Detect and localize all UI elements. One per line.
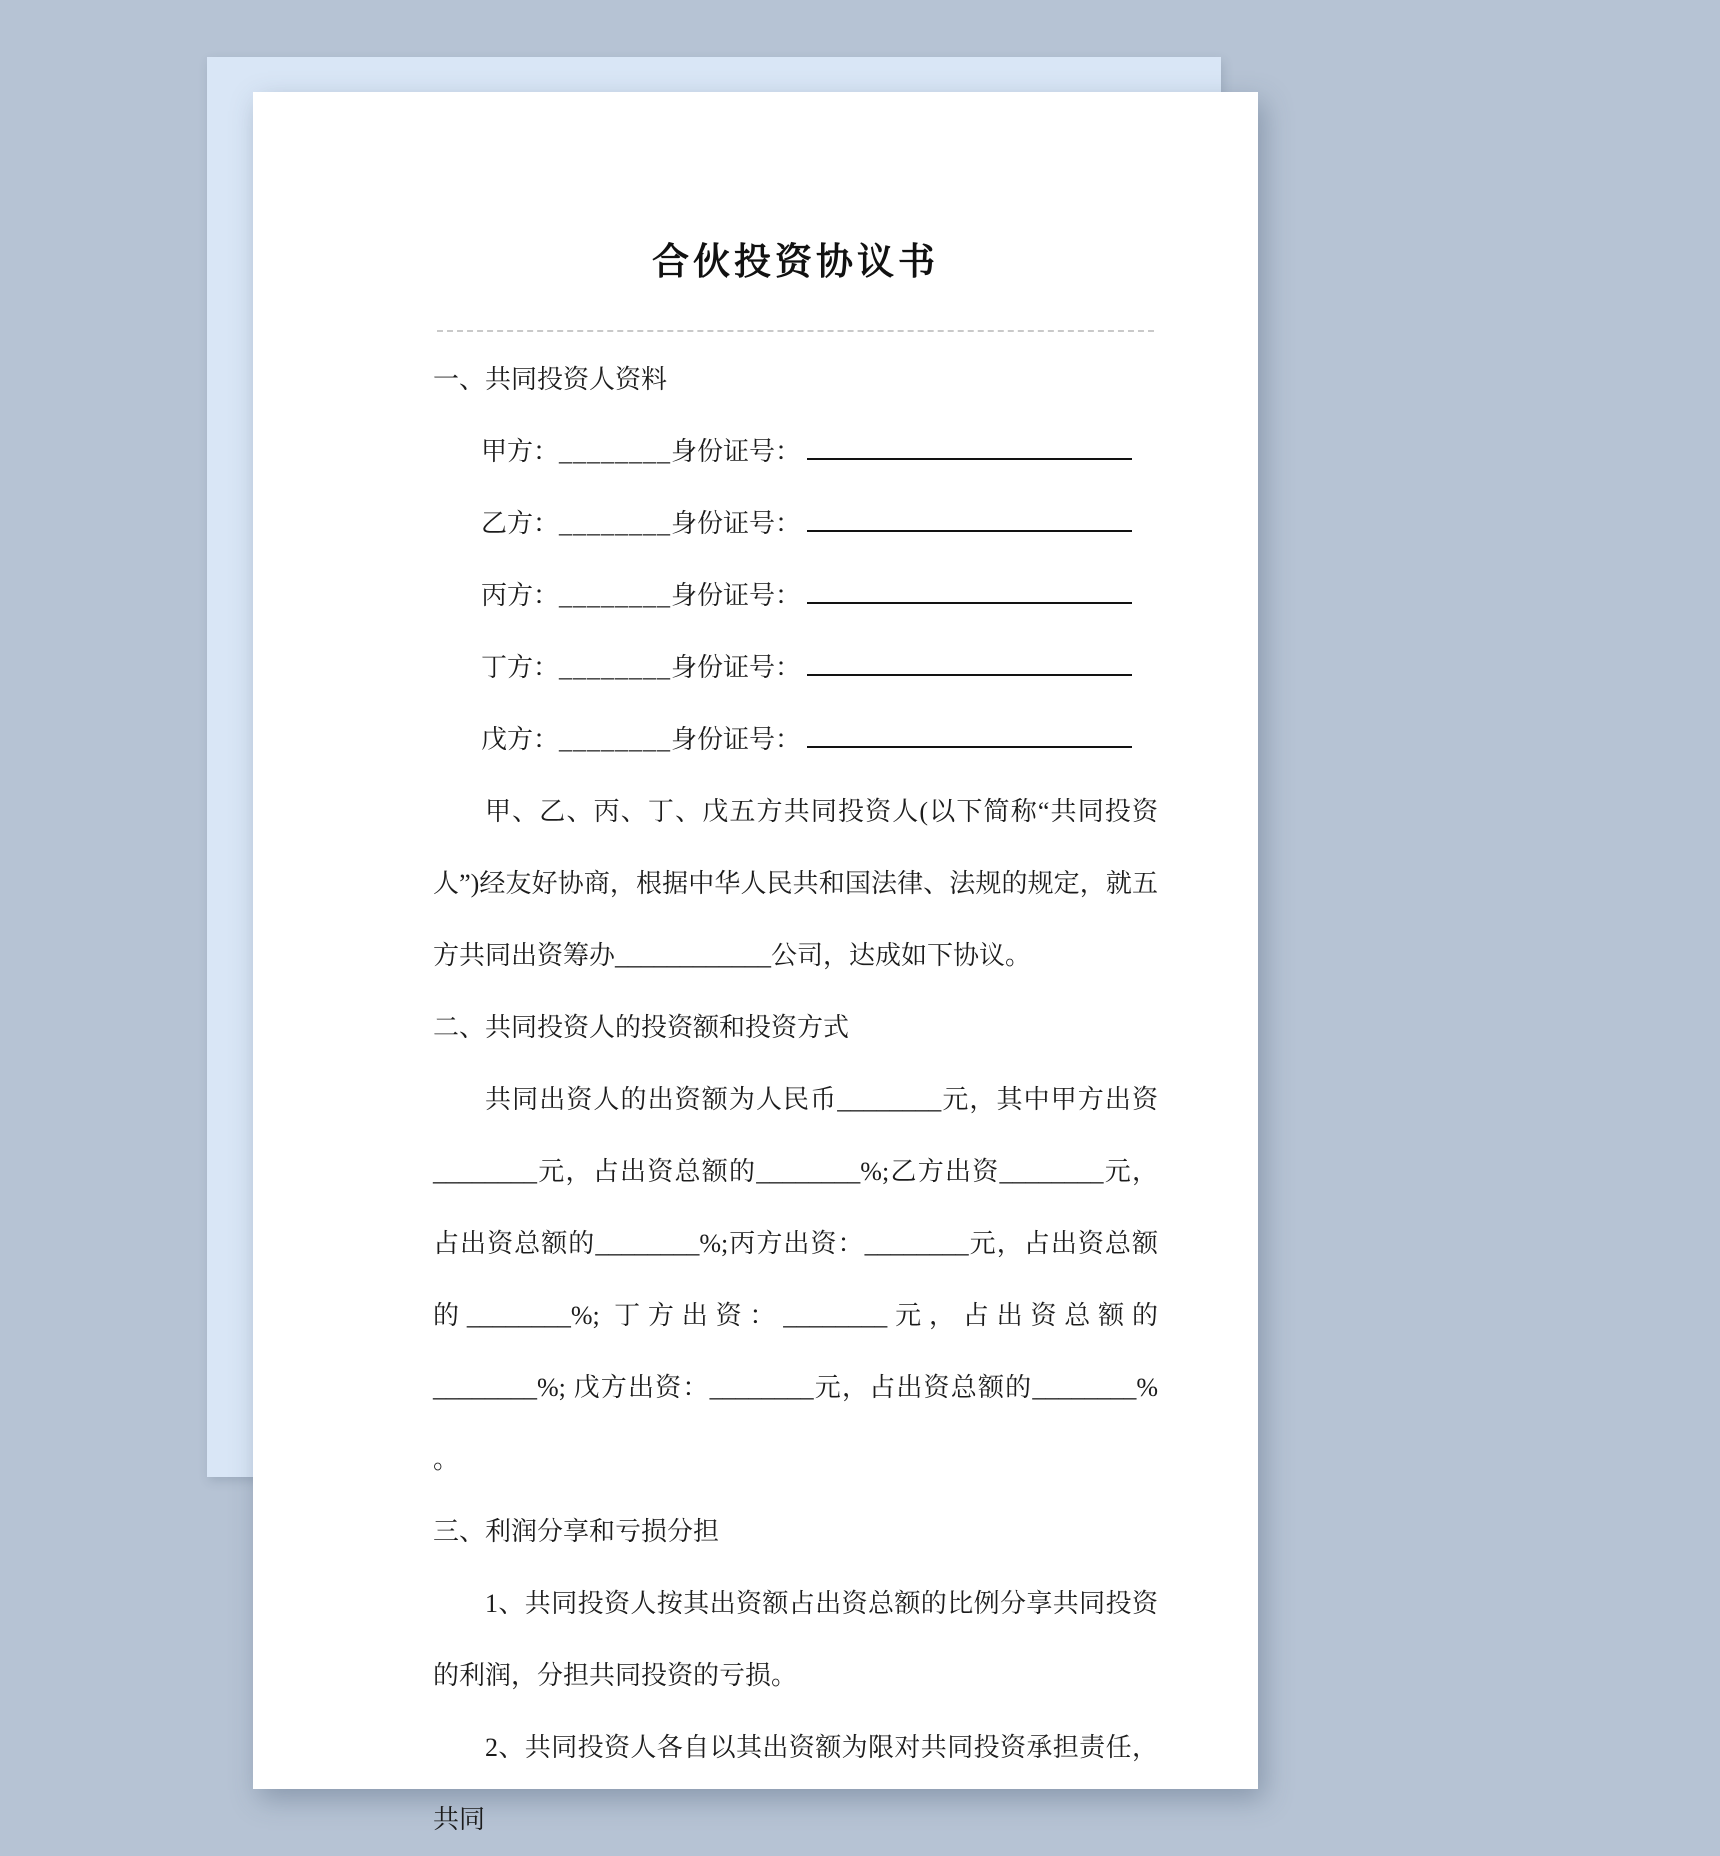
party-row-jia: [433, 416, 1158, 488]
id-label: 身份证号：: [671, 653, 802, 682]
section-3-heading: 三、利润分享和亏损分担: [433, 1517, 720, 1546]
party-name-blank: ________: [559, 653, 672, 682]
party-label: 丁方：: [481, 653, 560, 682]
id-label: 身份证号：: [671, 581, 802, 610]
party-label: 甲方：: [481, 437, 560, 466]
party-label: 戊方：: [481, 725, 560, 754]
title-divider-dashed-line: [437, 330, 1154, 332]
party-name-blank: ________: [559, 581, 672, 610]
party-row-bing: [433, 560, 1158, 632]
party-name-blank: ________: [559, 725, 672, 754]
section-1-heading: 一、共同投资人资料: [433, 365, 668, 394]
id-number-blank-line: [807, 719, 1132, 748]
intro-paragraph: 甲、乙、丙、丁、戊五方共同投资人(以下简称“共同投资人”)经友好协商，根据中华人民共和国法律、法规的规定，就五方共同出资筹办____________公司，达成如下协议。: [433, 797, 1158, 970]
party-label: 乙方：: [481, 509, 560, 538]
profit-sharing-item-1: 1、共同投资人按其出资额占出资总额的比例分享共同投资的利润，分担共同投资的亏损。: [433, 1589, 1158, 1690]
id-label: 身份证号：: [671, 509, 802, 538]
party-name-blank: ________: [559, 509, 672, 538]
investment-amount-paragraph: 共同出资人的出资额为人民币________元，其中甲方出资________元，占出资总额的________%;乙方出资________元，占出资总额的________%;丙方出资：________元，占出资总额的________%; 丁方出资：________元，占出资总额的________%; 戊方出资：________元，占出资总额的________% 。: [433, 1085, 1158, 1474]
party-label: 丙方：: [481, 581, 560, 610]
document-page: [253, 92, 1258, 1834]
party-row-yi: [433, 488, 1158, 560]
id-number-blank-line: [807, 431, 1132, 460]
id-label: 身份证号：: [671, 725, 802, 754]
id-number-blank-line: [807, 503, 1132, 532]
document-content: [253, 92, 1258, 1856]
id-number-blank-line: [807, 647, 1132, 676]
id-number-blank-line: [807, 575, 1132, 604]
page-title: 合伙投资协议书: [652, 242, 939, 283]
profit-sharing-item-2: 2、共同投资人各自以其出资额为限对共同投资承担责任，共同: [433, 1733, 1158, 1834]
party-row-ding: [433, 632, 1158, 704]
id-label: 身份证号：: [671, 437, 802, 466]
party-name-blank: ________: [559, 437, 672, 466]
party-row-wu: [433, 704, 1158, 776]
section-2-heading: 二、共同投资人的投资额和投资方式: [433, 1013, 850, 1042]
